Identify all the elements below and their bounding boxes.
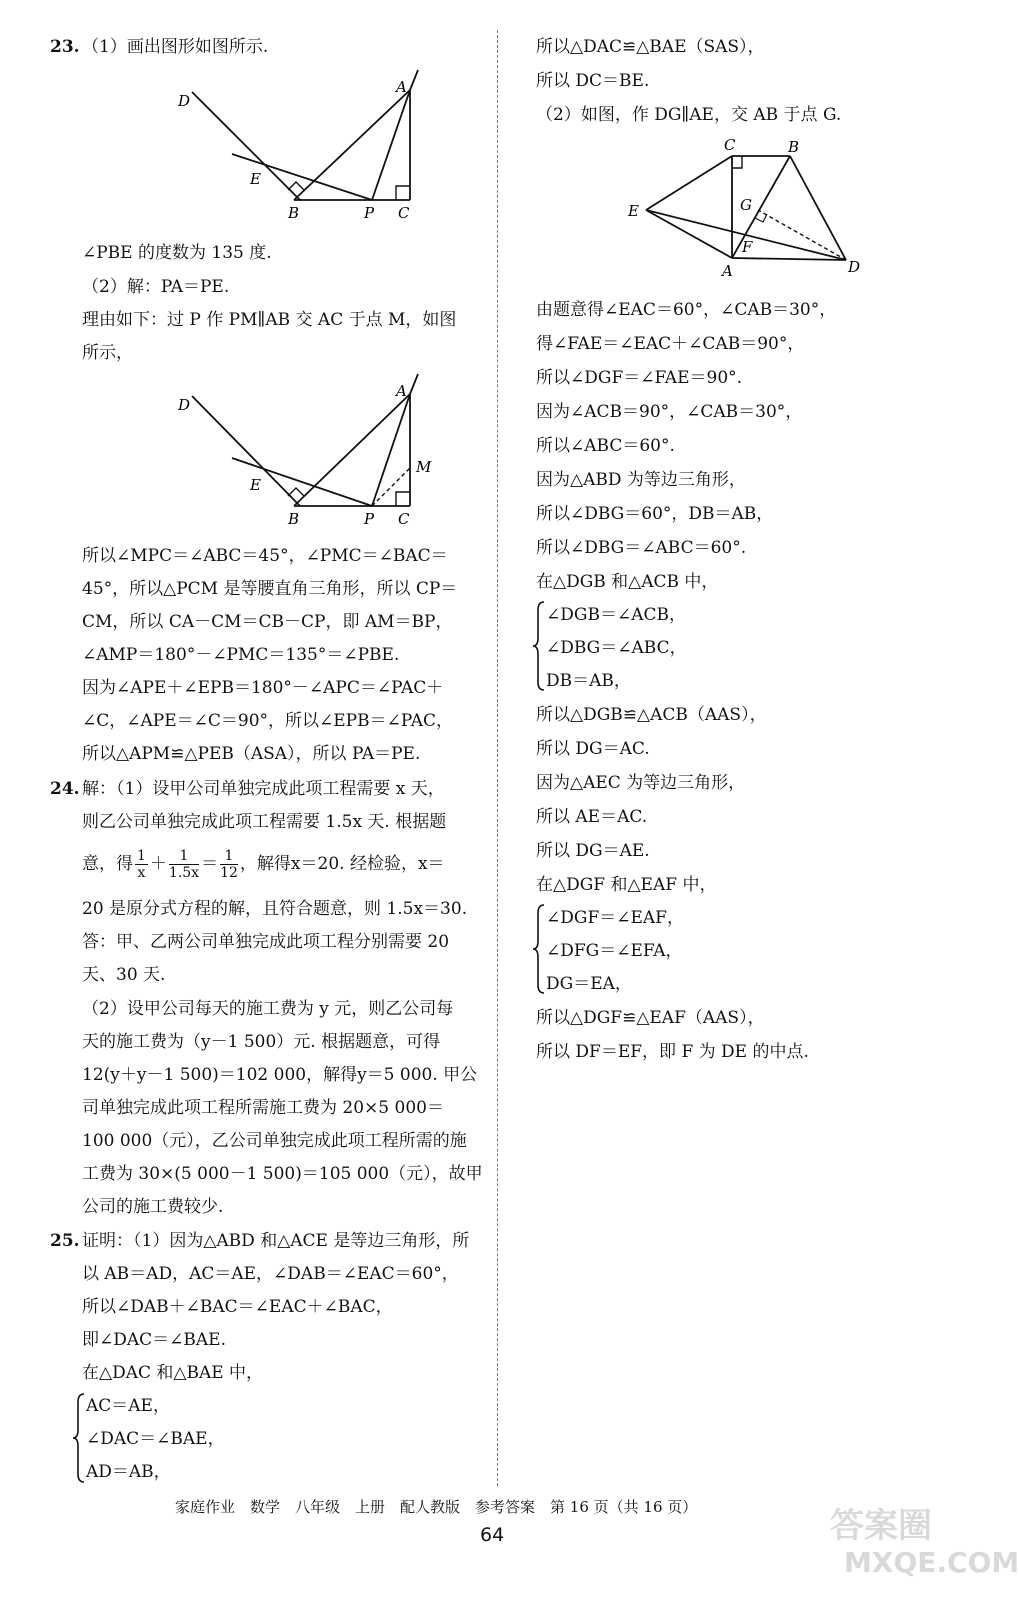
- q25-line: 所以∠ABC＝60°.: [536, 436, 675, 456]
- q24-line: 解：（1）设甲公司单独完成此项工程需要 x 天，: [82, 779, 445, 799]
- q25-line: 在△DAC 和△BAE 中，: [82, 1363, 264, 1383]
- label-P: P: [364, 204, 375, 222]
- q25-line: 因为△ABD 为等边三角形，: [536, 470, 746, 490]
- q25-line: 所以 DF＝EF，即 F 为 DE 的中点.: [536, 1042, 809, 1062]
- label-C: C: [724, 136, 736, 154]
- q25-condition: AC＝AE，: [86, 1396, 170, 1416]
- q25-line: 所以∠DBG＝∠ABC＝60°.: [536, 538, 747, 558]
- q23-line: ∠PBE 的度数为 135 度.: [82, 243, 272, 263]
- q23-line: （1）画出图形如图所示.: [82, 37, 269, 57]
- label-C: C: [398, 204, 410, 222]
- q24-line: 公司的施工费较少.: [82, 1197, 224, 1217]
- q23-line: （2）解：PA＝PE.: [82, 277, 230, 297]
- q25-line: 由题意得∠EAC＝60°，∠CAB＝30°，: [536, 300, 837, 320]
- q24-equation-line: 意，得 $\frac{1}{x}$ ＋ $\frac{1}{1.5x}$ ＝ $\frac{1}{12}$ ，解得x＝20. 经检验，x＝: [82, 848, 445, 881]
- q24-line: 司单独完成此项工程所需施工费为 20×5 000＝: [82, 1098, 444, 1118]
- q25-line: 所以 DG＝AC.: [536, 739, 650, 759]
- label-E: E: [250, 170, 261, 188]
- label-A: A: [396, 382, 407, 400]
- q25-line: 因为∠ACB＝90°，∠CAB＝30°，: [536, 402, 803, 422]
- q23-line: 45°，所以△PCM 是等腰直角三角形，所以 CP＝: [82, 579, 458, 599]
- q25-condition: ∠DGB＝∠ACB，: [546, 605, 686, 625]
- label-A: A: [722, 262, 733, 280]
- fraction: $\frac{1}{1.5x}$: [168, 848, 200, 881]
- q25-number: 25.: [50, 1231, 80, 1251]
- q25-line: 所以△DAC≌△BAE（SAS），: [536, 37, 765, 57]
- figure-q23-1: [170, 62, 440, 232]
- q25-line: 在△DGF 和△EAF 中，: [536, 875, 717, 895]
- page-footer: 家庭作业 数学 八年级 上册 配人教版 参考答案 第 16 页（共 16 页）: [175, 1498, 698, 1516]
- page-number: 64: [480, 1524, 505, 1546]
- label-C: C: [398, 510, 410, 528]
- label-A: A: [396, 78, 407, 96]
- q25-condition: AD＝AB，: [86, 1462, 171, 1482]
- figure-q23-2: [170, 366, 440, 536]
- q25-line: 所以△DGB≌△ACB（AAS），: [536, 705, 767, 725]
- q25-line: （2）如图，作 DG∥AE，交 AB 于点 G.: [536, 105, 842, 125]
- column-divider: [497, 30, 498, 1486]
- watermark-text: 答案圈: [830, 1506, 932, 1546]
- q25-line: 所以△DGF≌△EAF（AAS），: [536, 1008, 765, 1028]
- q23-line: 理由如下：过 P 作 PM∥AB 交 AC 于点 M，如图: [82, 310, 457, 330]
- fraction: $\frac{1}{x}$: [137, 848, 146, 881]
- q25-condition: ∠DAC＝∠BAE，: [86, 1429, 225, 1449]
- q25-line: 所以∠DBG＝60°，DB＝AB，: [536, 504, 774, 524]
- q23-line: CM，所以 CA－CM＝CB－CP，即 AM＝BP，: [82, 612, 453, 632]
- brace: [72, 1392, 86, 1484]
- q23-line: 所以∠MPC＝∠ABC＝45°，∠PMC＝∠BAC＝: [82, 546, 448, 566]
- q25-line: 因为△AEC 为等边三角形，: [536, 773, 746, 793]
- label-D: D: [178, 396, 191, 414]
- q24-number: 24.: [50, 779, 80, 799]
- label-B: B: [788, 138, 800, 156]
- brace: [532, 600, 546, 692]
- q25-line: 所以 DG＝AE.: [536, 841, 650, 861]
- q25-line: 即∠DAC＝∠BAE.: [82, 1330, 226, 1350]
- q24-line: 天、30 天.: [82, 965, 166, 985]
- q25-condition: ∠DBG＝∠ABC，: [546, 638, 687, 658]
- label-G: G: [740, 196, 752, 214]
- q23-line: 所以△APM≌△PEB（ASA），所以 PA＝PE.: [82, 744, 421, 764]
- q24-line: 工费为 30×(5 000－1 500)＝105 000（元），故甲: [82, 1164, 483, 1184]
- label-M: M: [416, 458, 432, 476]
- label-B: B: [288, 204, 300, 222]
- q25-line: 得∠FAE＝∠EAC＋∠CAB＝90°，: [536, 334, 805, 354]
- q25-line: 以 AB＝AD，AC＝AE，∠DAB＝∠EAC＝60°，: [82, 1264, 459, 1284]
- label-D: D: [178, 92, 191, 110]
- q24-line: 12(y＋y－1 500)＝102 000，解得y＝5 000. 甲公: [82, 1065, 478, 1085]
- q25-line: 所以 AE＝AC.: [536, 807, 648, 827]
- q25-condition: DB＝AB，: [546, 671, 631, 691]
- brace: [532, 903, 546, 995]
- q25-condition: ∠DFG＝∠EFA，: [546, 941, 683, 961]
- q24-line: （2）设甲公司每天的施工费为 y 元，则乙公司每: [82, 999, 454, 1019]
- q25-line: 证明：（1）因为△ABD 和△ACE 是等边三角形，所: [82, 1231, 470, 1251]
- q24-line: 20 是原分式方程的解，且符合题意，则 1.5x＝30.: [82, 899, 468, 919]
- q24-line: 100 000（元），乙公司单独完成此项工程所需的施: [82, 1131, 467, 1151]
- q25-line: 所以∠DGF＝∠FAE＝90°.: [536, 368, 743, 388]
- q24-line: 天的施工费为（y－1 500）元. 根据题意，可得: [82, 1032, 441, 1052]
- label-F: F: [742, 238, 753, 256]
- figure-q25-2: [620, 134, 870, 284]
- fraction: $\frac{1}{12}$: [220, 848, 238, 881]
- q23-number: 23.: [50, 37, 80, 57]
- label-E: E: [250, 476, 261, 494]
- label-E: E: [628, 202, 639, 220]
- watermark-url: MXQE.COM: [844, 1546, 1019, 1579]
- q25-line: 所以∠DAB＋∠BAC＝∠EAC＋∠BAC，: [82, 1297, 393, 1317]
- q25-condition: DG＝EA，: [546, 974, 632, 994]
- q25-condition: ∠DGF＝∠EAF，: [546, 908, 684, 928]
- watermark-logo: [830, 1498, 1019, 1593]
- label-P: P: [364, 510, 375, 528]
- q25-line: 在△DGB 和△ACB 中，: [536, 572, 719, 592]
- q23-line: ∠C，∠APE＝∠C＝90°，所以∠EPB＝∠PAC，: [82, 711, 453, 731]
- q24-line: 答：甲、乙两公司单独完成此项工程分别需要 20: [82, 932, 450, 952]
- q23-line: 所示，: [82, 343, 133, 363]
- label-B: B: [288, 510, 300, 528]
- q25-line: 所以 DC＝BE.: [536, 71, 650, 91]
- q23-line: ∠AMP＝180°－∠PMC＝135°＝∠PBE.: [82, 645, 400, 665]
- q24-line: 则乙公司单独完成此项工程需要 1.5x 天. 根据题: [82, 812, 447, 832]
- q23-line: 因为∠APE＋∠EPB＝180°－∠APC＝∠PAC＋: [82, 678, 444, 698]
- label-D: D: [848, 258, 861, 276]
